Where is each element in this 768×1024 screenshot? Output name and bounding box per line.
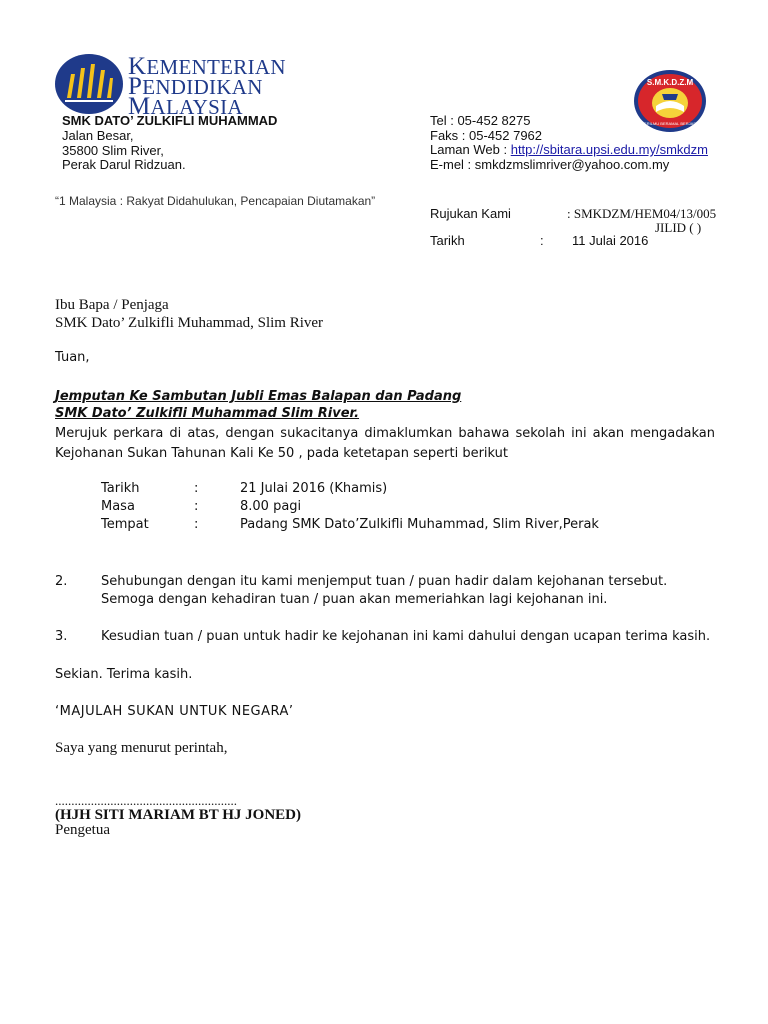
detail-value-place: Padang SMK Dato’Zulkifli Muhammad, Slim River,Perak [240,517,599,532]
school-address-2: 35800 Slim River, [62,143,164,158]
reference-value: : SMKDZM/HEM04/13/005 [567,206,717,221]
date-label: Tarikh [430,233,465,248]
subject-line2: SMK Dato’ Zulkifli Muhammad Slim River. [55,406,360,421]
contact-web [430,142,708,157]
school-name: SMK DATO’ ZULKIFLI MUHAMMAD [62,113,278,128]
crest-motto: BERILMU BERAMAL BERJASA [641,121,699,126]
contact-web-label: Laman Web : [430,142,508,157]
ministry-line1: KEMENTERIAN [128,53,286,80]
reference-label: Rujukan Kami [430,206,511,221]
detail-colon-place: : [194,517,199,532]
school-address-3: Perak Darul Ridzuan. [62,157,186,172]
closing: Sekian. Terima kasih. [55,667,193,682]
date-value: 11 Julai 2016 [572,233,649,248]
detail-value-time: 8.00 pagi [240,499,302,514]
detail-colon-time: : [194,499,199,514]
contact-email: E-mel : smkdzmslimriver@yahoo.com.my [430,157,670,172]
recipient-line2: SMK Dato’ Zulkifli Muhammad, Slim River [55,315,324,331]
ministry-name [128,53,286,120]
salutation: Tuan, [55,350,90,365]
paragraph-2-line1: Sehubungan dengan itu kami menjemput tuan / puan hadir dalam kejohanan tersebut. [101,574,668,589]
contact-tel: Tel : 05-452 8275 [430,113,531,128]
contact-fax: Faks : 05-452 7962 [430,128,543,143]
sign-intro: Saya yang menurut perintah, [55,740,228,756]
paragraph-2-line2: Semoga dengan kehadiran tuan / puan akan memeriahkan lagi kejohanan ini. [101,592,608,607]
school-address-1: Jalan Besar, [62,128,134,143]
signature-line: ........................................................ [55,793,237,808]
paragraph-3-line1: Kesudian tuan / puan untuk hadir ke kejohanan ini kami dahului dengan ucapan terima kasih. [101,629,711,644]
date-colon: : [540,233,544,248]
crest-text: S.M.K.D.Z.M [646,78,694,87]
motto: ‘MAJULAH SUKAN UNTUK NEGARA’ [55,704,294,719]
detail-label-place: Tempat [101,517,149,532]
paragraph-2-number: 2. [55,574,68,589]
reference-jilid: JILID ( ) [655,220,702,235]
website-link[interactable]: http://sbitara.upsi.edu.my/smkdzm [510,142,708,157]
kpm-logo [53,52,125,116]
detail-value-date: 21 Julai 2016 (Khamis) [240,481,388,496]
school-crest-icon [632,68,708,134]
ministry-line2: PENDIDIKAN [128,73,263,100]
signatory-name: (HJH SITI MARIAM BT HJ JONED) [55,807,301,823]
detail-label-time: Masa [101,499,135,514]
detail-colon-date: : [194,481,199,496]
subject-line1: Jemputan Ke Sambutan Jubli Emas Balapan dan Padang [55,389,462,404]
recipient-line1: Ibu Bapa / Penjaga [55,297,169,313]
detail-label-date: Tarikh [101,481,140,496]
kpm-book-logo-icon [53,52,125,116]
school-crest [632,68,708,134]
ministry-line3: MALAYSIA [128,93,243,120]
paragraph-3-number: 3. [55,629,68,644]
signatory-title: Pengetua [55,822,110,838]
intro-paragraph: Merujuk perkara di atas, dengan sukacitanya dimaklumkan bahawa sekolah ini akan mengadakan Kejohanan Sukan Tahunan Kali Ke 50 , pada ketetapan seperti berikut [55,426,715,461]
slogan: “1 Malaysia : Rakyat Didahulukan, Pencapaian Diutamakan” [55,194,376,208]
